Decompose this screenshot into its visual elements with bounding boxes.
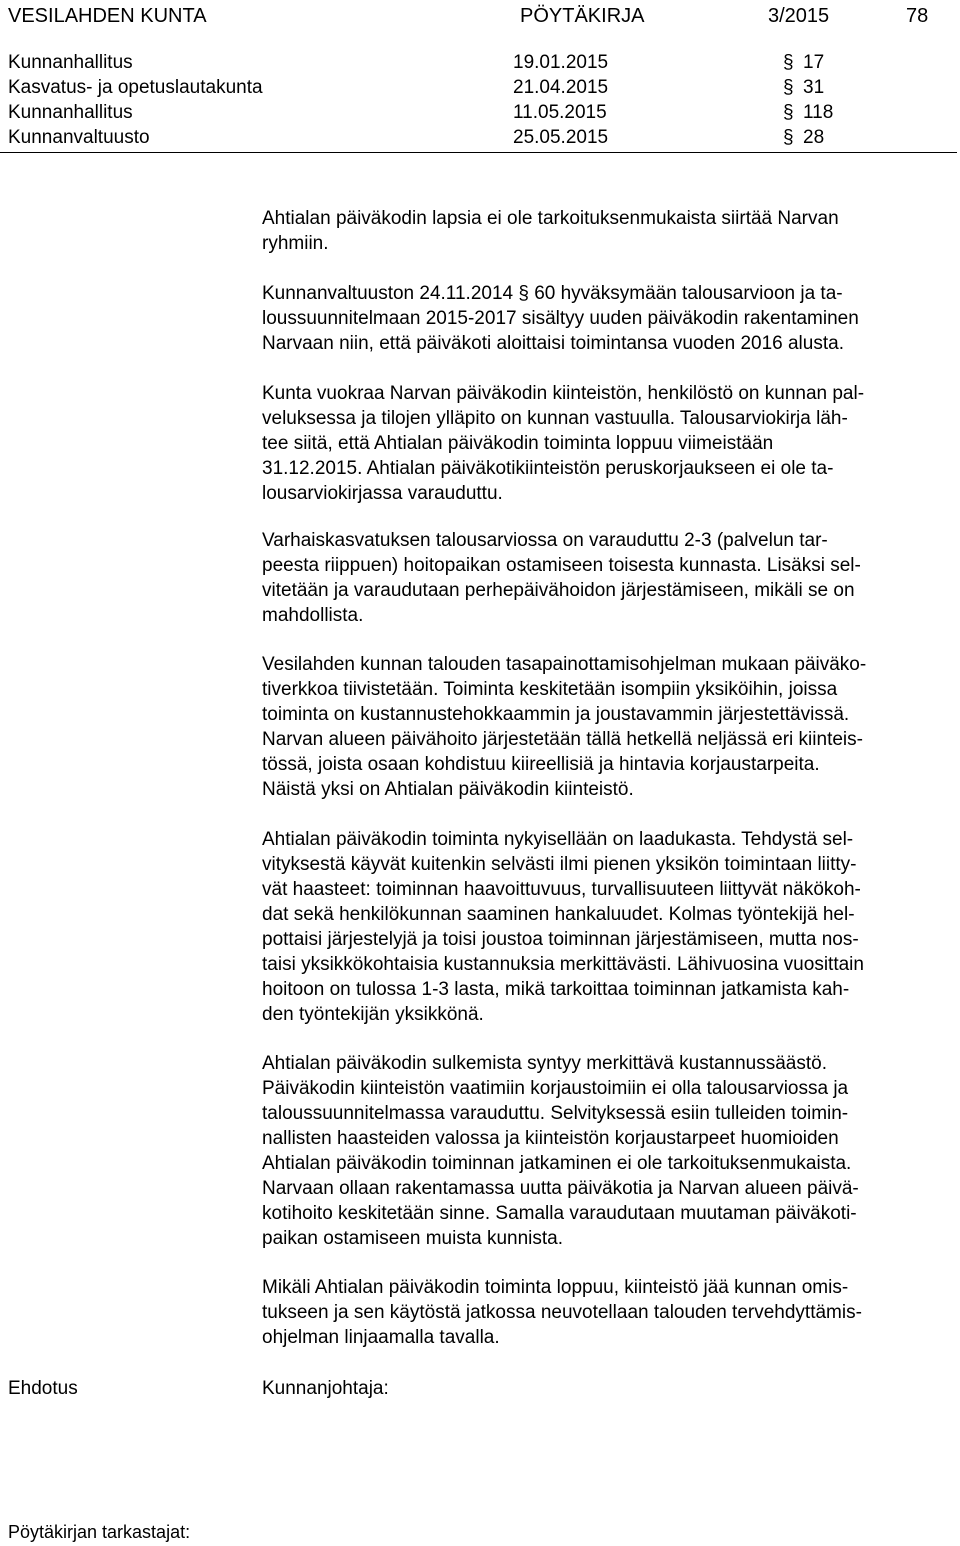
section-symbol: § [783,52,794,73]
meeting-body: Kunnanvaltuusto [8,127,150,148]
text-line: taloussuunnitelmassa varauduttu. Selvityksessä esiin tulleiden toimin- [262,1103,849,1124]
text-line: Näistä yksi on Ahtialan päiväkodin kiinteistö. [262,779,634,800]
text-line: dat sekä henkilökunnan saaminen hankaluudet. Kolmas työntekijä hel- [262,904,855,925]
section-symbol: § [783,77,794,98]
proposal-author: Kunnanjohtaja: [262,1378,389,1399]
text-line: mahdollista. [262,605,364,626]
text-line: tiverkkoa tiivistetään. Toiminta keskitetään isompiin yksiköihin, joissa [262,679,838,700]
proposal-label: Ehdotus [8,1378,78,1399]
paragraph [262,827,952,1027]
section-number: 31 [803,77,825,98]
text-line: Kunnanvaltuuston 24.11.2014 § 60 hyväksymään talousarvioon ja ta- [262,283,843,304]
text-line: hoitoon on tulossa 1-3 lasta, mikä tarkoittaa toiminnan jatkamista kah- [262,979,850,1000]
meeting-row [8,50,948,76]
paragraph [262,1051,952,1251]
meeting-row [8,125,948,151]
text-line: Ahtialan päiväkodin lapsia ei ole tarkoituksenmukaista siirtää Narvan [262,208,839,229]
section-number: 28 [803,127,825,148]
paragraph [262,528,952,628]
text-line: nallisten haasteiden valossa ja kiinteistön korjaustarpeet huomioiden [262,1128,839,1149]
meeting-body: Kunnanhallitus [8,52,133,73]
text-line: den työntekijän yksikkönä. [262,1004,484,1025]
text-line: kotihoito keskitetään sinne. Samalla varaudutaan muutaman päiväkoti- [262,1203,857,1224]
text-line: toiminta on kustannustehokkaammin ja joustavammin järjestettävissä. [262,704,850,725]
text-line: ryhmiin. [262,233,329,254]
header-divider [0,152,957,153]
paragraph [262,1275,952,1350]
text-line: Päiväkodin kiinteistön vaatimiin korjaustoimiin ei olla talousarviossa ja [262,1078,849,1099]
text-line: Narvaan ollaan rakentamassa uutta päiväkotia ja Narvan alueen päivä- [262,1178,859,1199]
section-number: 17 [803,52,825,73]
municipality-name: VESILAHDEN KUNTA [8,5,207,27]
text-line: Ahtialan päiväkodin toiminta nykyisellään on laadukasta. Tehdystä sel- [262,829,854,850]
text-line: taisi yksikkökohtaisia kustannuksia merkittävästi. Lähivuosina vuosittain [262,954,864,975]
text-line: vitetään ja varaudutaan perhepäivähoidon järjestämiseen, mikäli se on [262,580,855,601]
text-line: Varhaiskasvatuksen talousarviossa on varauduttu 2-3 (palvelun tar- [262,530,828,551]
text-line: Vesilahden kunnan talouden tasapainottamisohjelman mukaan päiväko- [262,654,867,675]
text-line: vät haasteet: toiminnan haavoittuvuus, turvallisuuteen liittyvät näkökoh- [262,879,861,900]
document-type: PÖYTÄKIRJA [520,5,645,27]
minutes-checkers-label: Pöytäkirjan tarkastajat: [8,1522,191,1542]
text-line: Kunta vuokraa Narvan päiväkodin kiinteistön, henkilöstö on kunnan pal- [262,383,865,404]
section-symbol: § [783,127,794,148]
paragraph [262,206,952,256]
text-line: Ahtialan päiväkodin sulkemista syntyy merkittävä kustannussäästö. [262,1053,827,1074]
document-number: 3/2015 [768,5,830,27]
section-number: 118 [803,102,834,123]
paragraph [262,281,952,356]
text-line: loussuunnitelmaan 2015-2017 sisältyy uuden päiväkodin rakentaminen [262,308,859,329]
text-line: 31.12.2015. Ahtialan päiväkotikiinteistön peruskorjaukseen ei ole ta- [262,458,834,479]
text-line: lousarviokirjassa varauduttu. [262,483,503,504]
page-number: 78 [906,5,929,27]
text-line: Ahtialan päiväkodin toiminnan jatkaminen ei ole tarkoituksenmukaista. [262,1153,852,1174]
text-line: Narvan alueen päivähoito järjestetään tällä hetkellä neljässä eri kiinteis- [262,729,863,750]
paragraph [262,652,952,802]
meeting-date: 19.01.2015 [513,52,609,73]
text-line: pottaisi järjestelyjä ja toisi joustoa toiminnan järjestämiseen, mutta nos- [262,929,859,950]
meeting-date: 25.05.2015 [513,127,609,148]
text-line: paikan ostamiseen muista kunnista. [262,1228,563,1249]
meeting-body: Kunnanhallitus [8,102,133,123]
meeting-row [8,100,948,126]
text-line: peesta riippuen) hoitopaikan ostamiseen toisesta kunnasta. Lisäksi sel- [262,555,861,576]
text-line: tukseen ja sen käytöstä jatkossa neuvotellaan talouden tervehdyttämis- [262,1302,862,1323]
section-symbol: § [783,102,794,123]
meeting-body: Kasvatus- ja opetuslautakunta [8,77,263,98]
meeting-row [8,75,948,101]
meeting-date: 11.05.2015 [513,102,607,123]
text-line: Narvaan niin, että päiväkoti aloittaisi toimintansa vuoden 2016 alusta. [262,333,844,354]
text-line: tössä, joista osaan kohdistuu kiireellisiä ja hintavia korjaustarpeita. [262,754,820,775]
meeting-date: 21.04.2015 [513,77,609,98]
text-line: ohjelman linjaamalla tavalla. [262,1327,500,1348]
text-line: veluksessa ja tilojen ylläpito on kunnan vastuulla. Talousarviokirja läh- [262,408,848,429]
text-line: tee siitä, että Ahtialan päiväkodin toiminta loppuu viimeistään [262,433,774,454]
text-line: Mikäli Ahtialan päiväkodin toiminta loppuu, kiinteistö jää kunnan omis- [262,1277,849,1298]
paragraph [262,381,952,506]
text-line: vityksestä käyvät kuitenkin selvästi ilmi pienen yksikön toimintaan liitty- [262,854,857,875]
